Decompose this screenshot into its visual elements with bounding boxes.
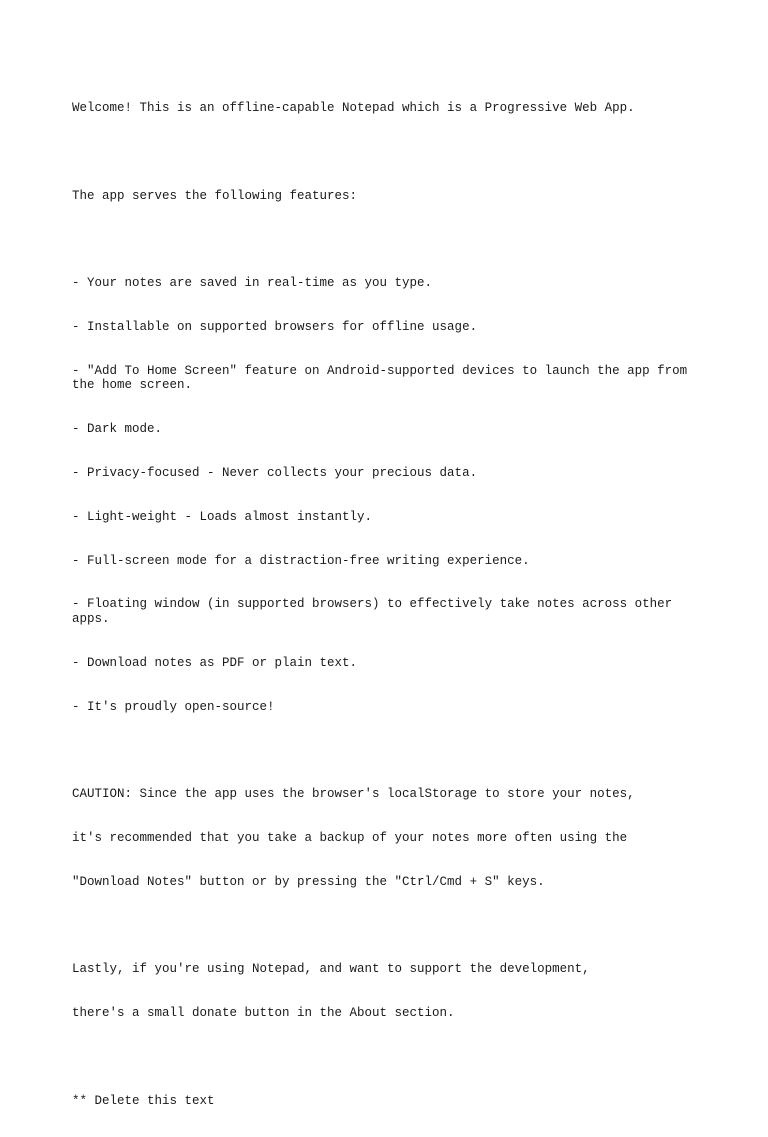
note-line: - Your notes are saved in real-time as you type. bbox=[72, 276, 433, 291]
note-editor[interactable] bbox=[72, 72, 712, 1108]
note-line: - Light-weight - Loads almost instantly. bbox=[72, 509, 373, 524]
note-line: - Privacy-focused - Never collects your precious data. bbox=[72, 466, 478, 481]
note-line: - It's proudly open-source! bbox=[72, 699, 275, 714]
note-line bbox=[72, 233, 712, 248]
note-line: CAUTION: Since the app uses the browser's localStorage to store your notes, bbox=[72, 787, 635, 802]
note-line: - Full-screen mode for a distraction-free writing experience. bbox=[72, 553, 530, 568]
note-line bbox=[72, 145, 712, 160]
note-line: it's recommended that you take a backup of your notes more often using the bbox=[72, 830, 628, 845]
note-line bbox=[72, 918, 712, 933]
note-line: - Dark mode. bbox=[72, 422, 163, 437]
note-line: "Download Notes" button or by pressing the "Ctrl/Cmd + S" keys. bbox=[72, 874, 545, 889]
note-line: - Download notes as PDF or plain text. bbox=[72, 655, 358, 670]
note-line bbox=[72, 743, 712, 758]
note-line bbox=[72, 1050, 712, 1065]
note-line: - Floating window (in supported browsers) to effectively take notes across other apps. bbox=[72, 597, 680, 626]
note-line: - "Add To Home Screen" feature on Android-supported devices to launch the app from the home screen. bbox=[72, 363, 695, 393]
note-line: Lastly, if you're using Notepad, and want to support the development, bbox=[72, 962, 590, 977]
note-line: Welcome! This is an offline-capable Notepad which is a Progressive Web App. bbox=[72, 101, 635, 116]
note-line: The app serves the following features: bbox=[72, 188, 358, 203]
note-line: - Installable on supported browsers for offline usage. bbox=[72, 320, 478, 335]
note-line: there's a small donate button in the About section. bbox=[72, 1006, 455, 1020]
note-line: ** Delete this text bbox=[72, 1093, 215, 1108]
